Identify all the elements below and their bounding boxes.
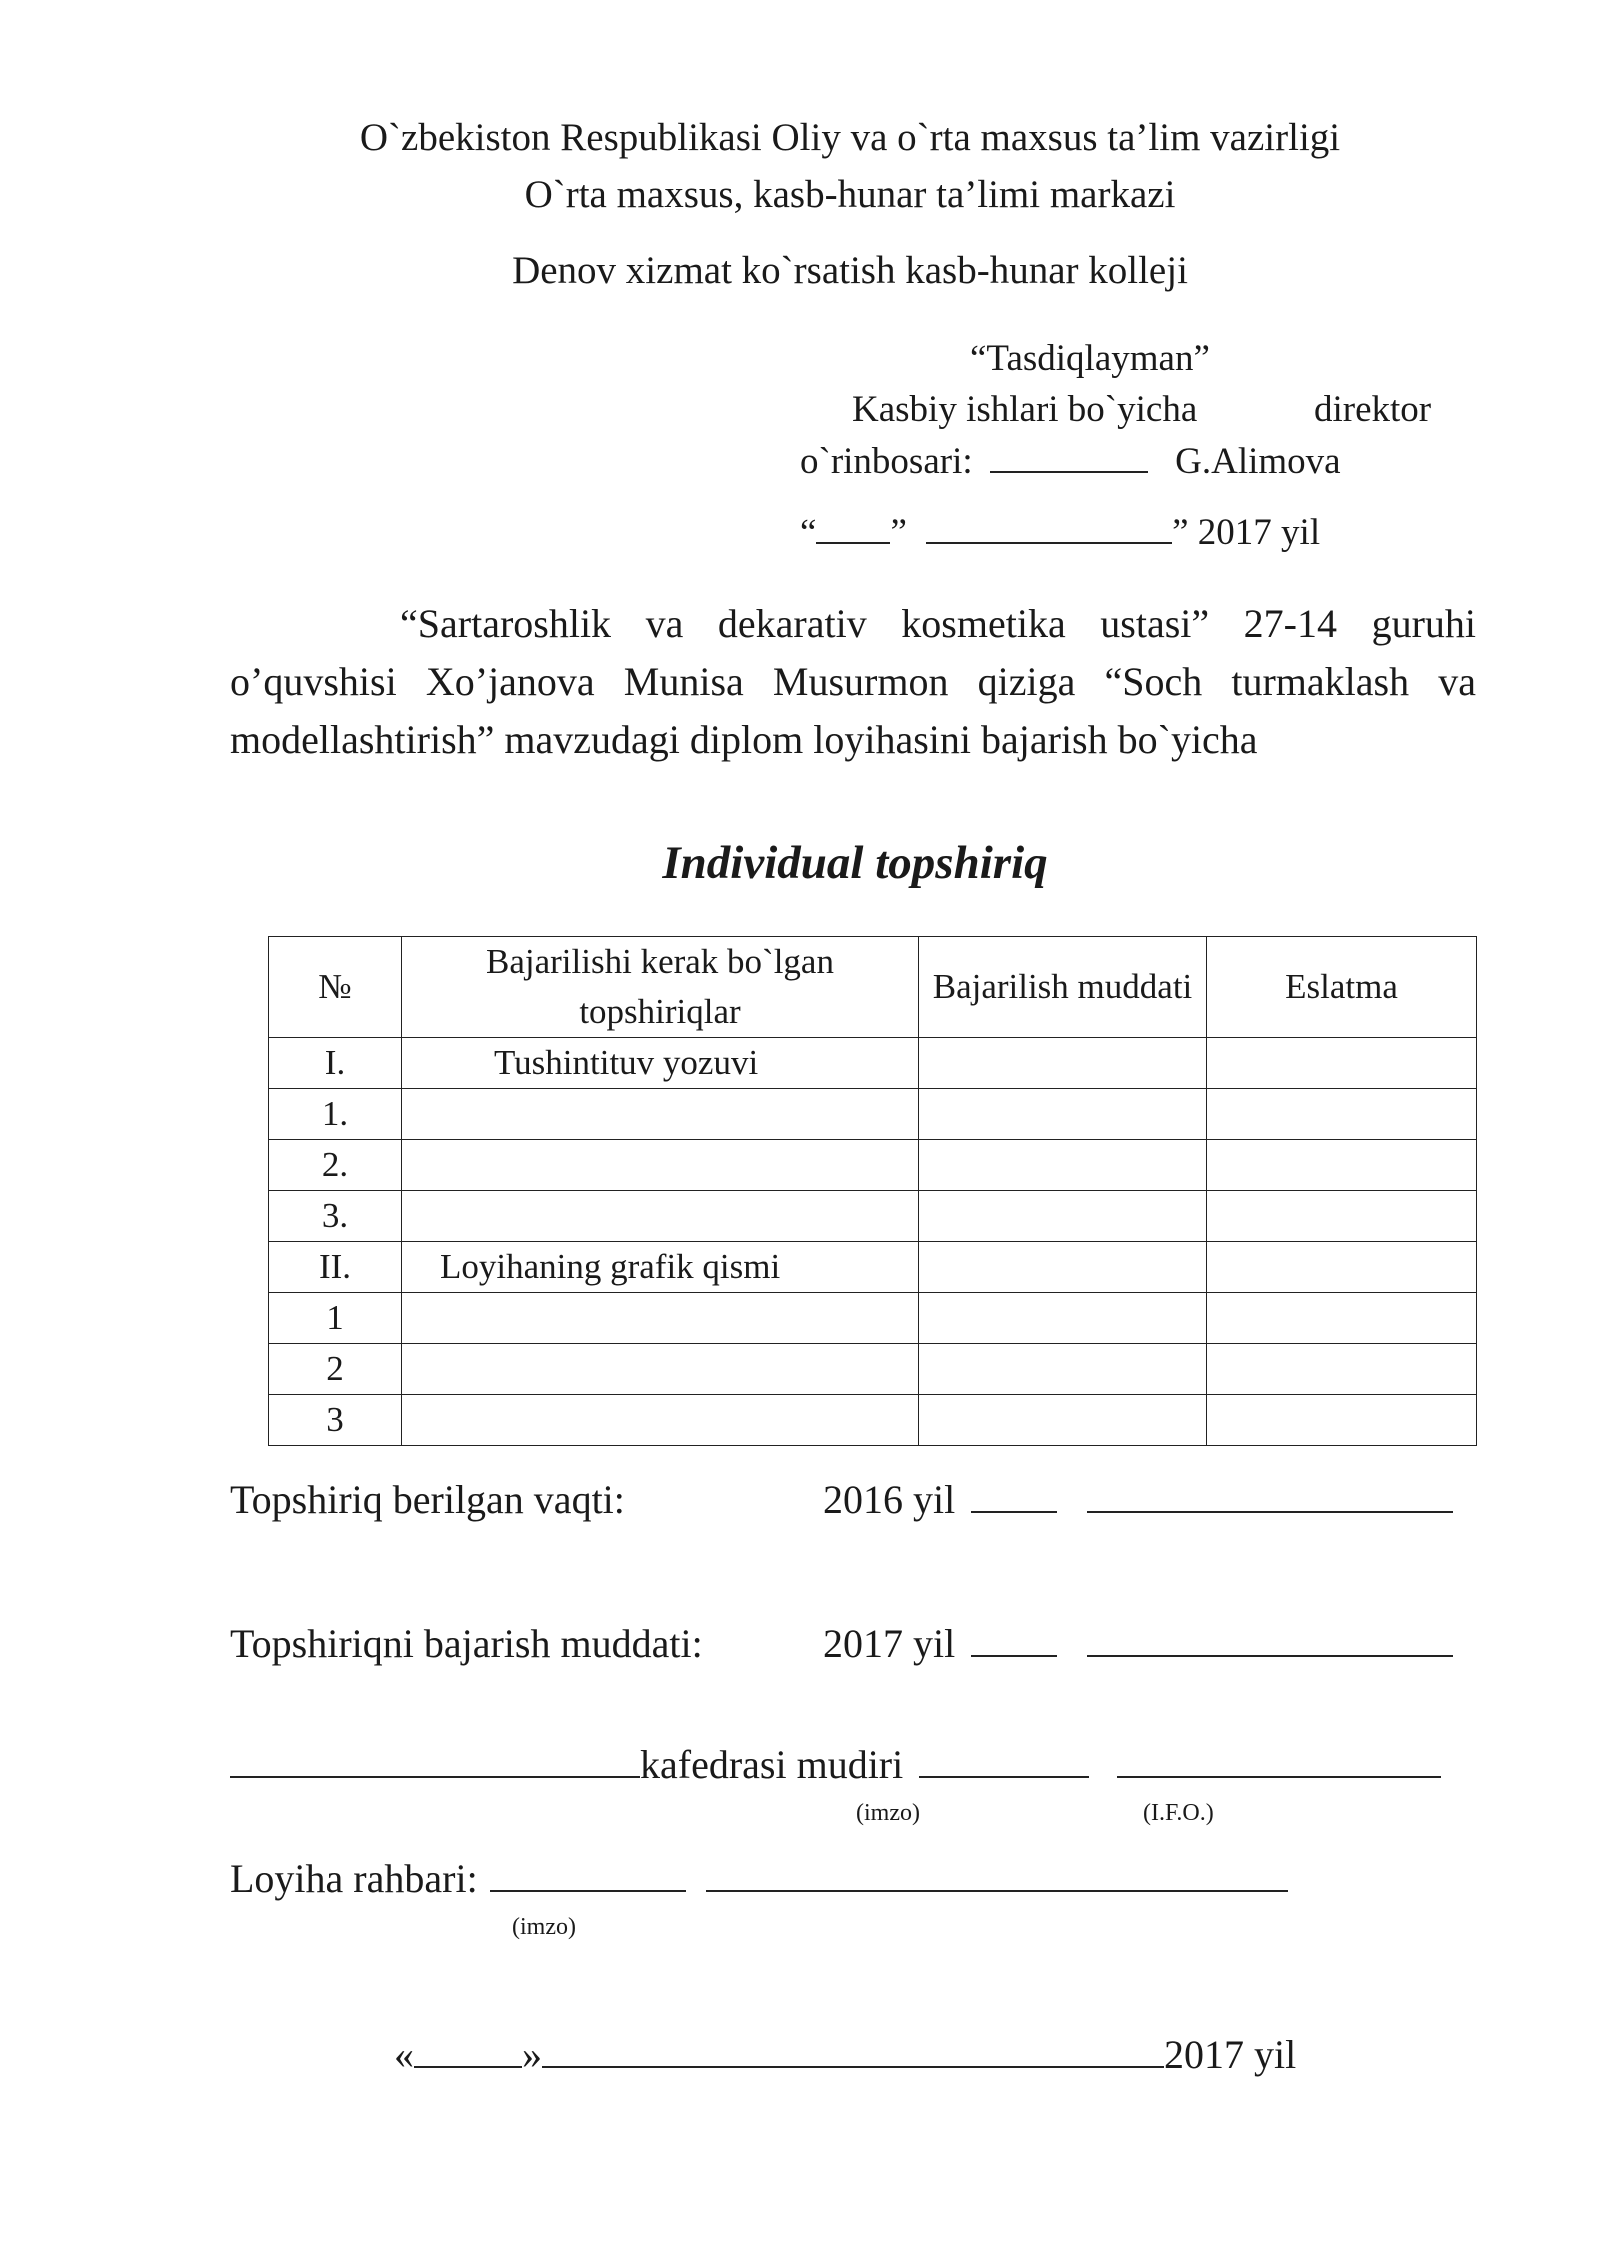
day-blank [816,508,890,544]
table-row [269,1344,1477,1395]
row-task [402,1191,919,1242]
row-notes-cell [1207,1242,1477,1293]
supervisor-line [230,1855,1288,1902]
approval-position: Kasbiy ishlari bo`yicha [852,389,1198,430]
row-task [402,1395,919,1446]
header-notes: Eslatma [1207,937,1477,1038]
deadline-date-line [823,1620,1453,1667]
deputy-label: o`rinbosari: [800,441,973,482]
signature-blank [990,437,1148,473]
row-number: 3. [269,1191,402,1242]
approval-position-director: direktor [1314,389,1432,430]
final-date-open: « [394,2032,414,2077]
header-deadline: Bajarilish muddati [919,937,1207,1038]
deadline-year: 2017 yil [823,1621,956,1666]
given-day-blank [971,1477,1057,1513]
row-notes-cell [1207,1395,1477,1446]
row-deadline-cell [919,1395,1207,1446]
given-date-label: Topshiriq berilgan vaqti: [230,1477,625,1522]
row-number: 1. [269,1089,402,1140]
approval-date-line [800,508,1320,554]
header-tasks: Bajarilishi kerak bo`lgan topshiriqlar [402,937,919,1038]
deadline-day-blank [971,1621,1057,1657]
month-blank [926,508,1172,544]
center-line: O`rta maxsus, kasb-hunar ta’limi markazi [524,173,1176,216]
row-task: Tushintituv yozuvi [402,1038,919,1089]
row-number: II. [269,1242,402,1293]
final-date-line [394,2031,1296,2078]
table-row [269,1140,1477,1191]
given-date-line [823,1476,1453,1523]
final-date-mid: » [522,2032,542,2077]
row-notes-cell [1207,1344,1477,1395]
deadline-label: Topshiriqni bajarish muddati: [230,1621,703,1666]
supervisor-label: Loyiha rahbari: [230,1856,478,1901]
dept-head-name-blank [1117,1742,1441,1778]
name-caption: (I.F.O.) [1143,1800,1214,1826]
row-task [402,1293,919,1344]
final-day-blank [414,2032,522,2068]
row-deadline-cell [919,1089,1207,1140]
approval-deputy-line [800,437,1341,483]
row-task: Loyihaning grafik qismi [402,1242,919,1293]
row-deadline-cell [919,1293,1207,1344]
given-month-blank [1087,1477,1453,1513]
row-task [402,1089,919,1140]
row-task [402,1140,919,1191]
final-month-blank [542,2032,1164,2068]
row-deadline-cell [919,1038,1207,1089]
row-deadline-cell [919,1344,1207,1395]
tasks-table [268,936,1477,1446]
table-row [269,1242,1477,1293]
row-deadline-cell [919,1242,1207,1293]
header-number: № [269,937,402,1038]
row-task [402,1344,919,1395]
table-row [269,1293,1477,1344]
row-notes-cell [1207,1038,1477,1089]
row-notes-cell [1207,1140,1477,1191]
dept-head-line [230,1741,1441,1788]
supervisor-signature-caption: (imzo) [512,1914,576,1940]
signature-caption: (imzo) [856,1800,920,1826]
row-notes-cell [1207,1089,1477,1140]
approver-name: G.Alimova [1175,441,1341,482]
date-open-quote: “ [800,512,817,553]
date-year: ” 2017 yil [1172,512,1321,553]
table-row [269,1089,1477,1140]
row-notes-cell [1207,1191,1477,1242]
table-row [269,1395,1477,1446]
row-deadline-cell [919,1140,1207,1191]
college-line: Denov xizmat ko`rsatish kasb-hunar kolleji [512,249,1188,292]
row-deadline-cell [919,1191,1207,1242]
row-number: 1 [269,1293,402,1344]
row-notes-cell [1207,1293,1477,1344]
final-date-year: 2017 yil [1164,2032,1297,2077]
table-row [269,1038,1477,1089]
row-number: I. [269,1038,402,1089]
intro-paragraph [230,595,1476,769]
supervisor-signature-blank [490,1856,686,1892]
deadline-month-blank [1087,1621,1453,1657]
document-title: Individual topshiriq [662,837,1048,889]
intro-text: “Sartaroshlik va dekarativ kosmetika ustasi” 27-14 guruhi o’quvshisi Xo’janova Munisa Musurmon qiziga “Soch turmaklash va modellashtirish” mavzudagi diplom loyihasini bajarish bo`yicha [230,601,1476,762]
row-number: 2. [269,1140,402,1191]
row-number: 3 [269,1395,402,1446]
approval-heading: “Tasdiqlayman” [970,338,1210,379]
table-row [269,1191,1477,1242]
row-number: 2 [269,1344,402,1395]
dept-head-label: kafedrasi mudiri [640,1742,904,1787]
supervisor-name-blank [706,1856,1288,1892]
department-blank [230,1742,640,1778]
given-year: 2016 yil [823,1477,956,1522]
dept-head-signature-blank [919,1742,1089,1778]
date-mid-quote: ” [890,512,907,553]
ministry-line: O`zbekiston Respublikasi Oliy va o`rta maxsus ta’lim vazirligi [359,116,1341,159]
table-header-row [269,937,1477,1038]
